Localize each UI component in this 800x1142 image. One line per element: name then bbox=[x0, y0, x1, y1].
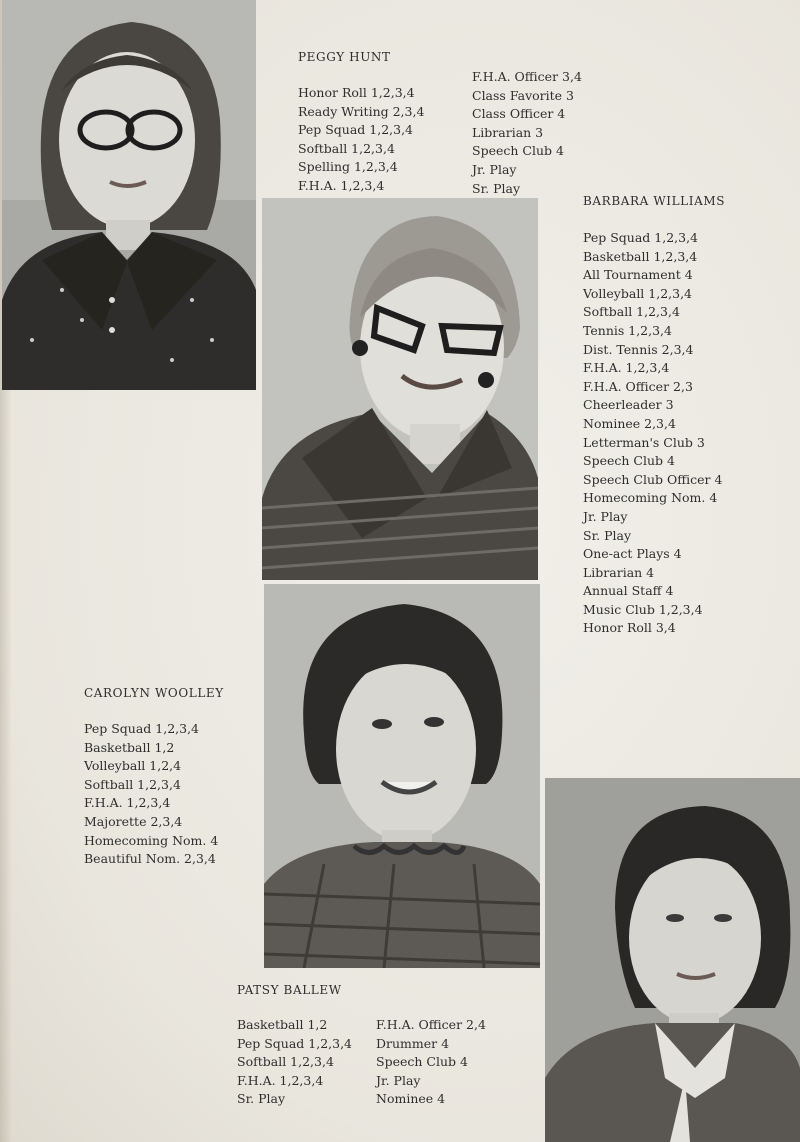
activity-item: Nominee 4 bbox=[376, 1091, 446, 1107]
activity-item: Sr. Play bbox=[583, 527, 632, 543]
activity-item: Drummer 4 bbox=[376, 1035, 450, 1051]
activity-item: Volleyball 1,2,4 bbox=[84, 758, 182, 774]
activity-item: Softball 1,2,3,4 bbox=[237, 1054, 334, 1070]
activity-item: Cheerleader 3 bbox=[583, 397, 674, 413]
portrait-barbara-williams bbox=[262, 198, 538, 580]
activity-item: Annual Staff 4 bbox=[583, 583, 674, 599]
activities-peggy-hunt-col1 bbox=[298, 84, 424, 196]
activity-item: Softball 1,2,3,4 bbox=[84, 776, 181, 792]
activity-item: Nominee 2,3,4 bbox=[583, 415, 676, 431]
activity-item: F.H.A. 1,2,3,4 bbox=[583, 360, 670, 376]
portrait-peggy-hunt bbox=[2, 0, 256, 390]
activity-item: All Tournament 4 bbox=[583, 267, 693, 283]
activity-item: Honor Roll 1,2,3,4 bbox=[298, 85, 415, 100]
activity-item: Basketball 1,2 bbox=[84, 739, 175, 755]
activity-item: Jr. Play bbox=[376, 1072, 421, 1088]
activity-item: Class Favorite 3 bbox=[472, 87, 575, 103]
activity-item: Spelling 1,2,3,4 bbox=[298, 159, 398, 175]
activity-item: Homecoming Nom. 4 bbox=[84, 832, 219, 848]
student-name-peggy-hunt: PEGGY HUNT bbox=[298, 50, 391, 64]
student-name-barbara-williams: BARBARA WILLIAMS bbox=[583, 194, 726, 208]
activities-barbara-williams bbox=[583, 229, 722, 638]
activity-item: Beautiful Nom. 2,3,4 bbox=[84, 851, 216, 867]
activity-item: Pep Squad 1,2,3,4 bbox=[583, 230, 698, 245]
activity-item: Sr. Play bbox=[237, 1091, 286, 1107]
activity-item: Pep Squad 1,2,3,4 bbox=[298, 122, 413, 138]
activity-item: One-act Plays 4 bbox=[583, 546, 682, 562]
activity-item: F.H.A. Officer 3,4 bbox=[472, 69, 582, 84]
activities-peggy-hunt-col2 bbox=[472, 68, 582, 198]
activity-item: Ready Writing 2,3,4 bbox=[298, 103, 425, 119]
activity-item: Librarian 3 bbox=[472, 124, 544, 140]
activity-item: Jr. Play bbox=[583, 508, 628, 524]
activity-item: Speech Club 4 bbox=[583, 453, 675, 469]
portrait-carolyn-woolley bbox=[545, 778, 800, 1142]
activity-item: Class Officer 4 bbox=[472, 106, 566, 122]
activity-item: Tennis 1,2,3,4 bbox=[583, 322, 672, 338]
activity-item: Speech Club 4 bbox=[472, 143, 564, 159]
portrait-patsy-ballew bbox=[264, 584, 540, 968]
activity-item: Speech Club 4 bbox=[376, 1054, 468, 1070]
activity-item: Dist. Tennis 2,3,4 bbox=[583, 341, 694, 357]
activity-item: Pep Squad 1,2,3,4 bbox=[84, 721, 199, 736]
activity-item: Honor Roll 3,4 bbox=[583, 620, 676, 636]
activity-item: Homecoming Nom. 4 bbox=[583, 490, 718, 506]
activity-item: Librarian 4 bbox=[583, 564, 655, 580]
activity-item: Jr. Play bbox=[472, 161, 517, 177]
student-name-patsy-ballew: PATSY BALLEW bbox=[237, 983, 342, 997]
activity-item: F.H.A. 1,2,3,4 bbox=[237, 1072, 324, 1088]
activities-patsy-ballew-col2 bbox=[376, 1016, 486, 1109]
activity-item: Softball 1,2,3,4 bbox=[583, 304, 680, 320]
activities-carolyn-woolley bbox=[84, 720, 218, 869]
activity-item: F.H.A. 1,2,3,4 bbox=[84, 795, 171, 811]
activity-item: Volleyball 1,2,3,4 bbox=[583, 285, 693, 301]
activity-item: Sr. Play bbox=[472, 180, 521, 196]
activity-item: Music Club 1,2,3,4 bbox=[583, 601, 703, 617]
activity-item: Speech Club Officer 4 bbox=[583, 471, 723, 487]
activity-item: F.H.A. Officer 2,4 bbox=[376, 1017, 486, 1032]
activity-item: F.H.A. 1,2,3,4 bbox=[298, 177, 385, 193]
student-name-carolyn-woolley: CAROLYN WOOLLEY bbox=[84, 686, 224, 700]
activities-patsy-ballew-col1 bbox=[237, 1016, 352, 1109]
activity-item: Softball 1,2,3,4 bbox=[298, 140, 395, 156]
activity-item: Majorette 2,3,4 bbox=[84, 813, 183, 829]
activity-item: Basketball 1,2,3,4 bbox=[583, 248, 698, 264]
activity-item: Pep Squad 1,2,3,4 bbox=[237, 1035, 352, 1051]
activity-item: F.H.A. Officer 2,3 bbox=[583, 378, 693, 394]
activity-item: Basketball 1,2 bbox=[237, 1017, 328, 1032]
activity-item: Letterman's Club 3 bbox=[583, 434, 705, 450]
